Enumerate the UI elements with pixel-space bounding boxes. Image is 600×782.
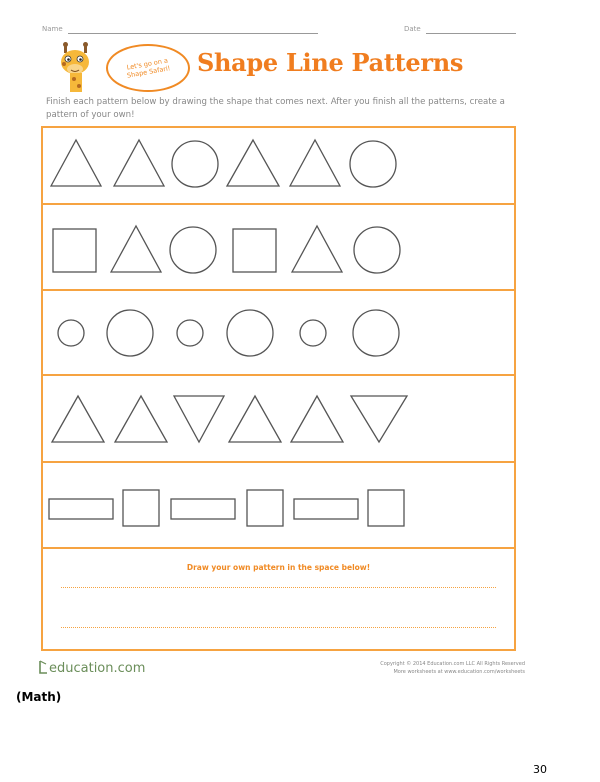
triangle-shape (51, 140, 101, 186)
small-circle-shape (300, 320, 326, 346)
triangle-shape (114, 140, 164, 186)
square-shape (247, 490, 283, 526)
copyright-line-1: Copyright © 2014 Education.com LLC All Rights Reserved (380, 661, 525, 667)
pattern-row-2[interactable] (41, 203, 516, 291)
square-shape (233, 229, 276, 272)
giraffe-icon (58, 42, 110, 92)
instructions: Finish each pattern below by drawing the shape that comes next. After you finish all the patterns, create a pattern of your own! (46, 97, 505, 120)
dotted-writing-line (61, 627, 496, 628)
circle-shape (172, 141, 218, 187)
square-shape (123, 490, 159, 526)
triangle-shape (52, 396, 104, 442)
bubble-text: Let's go on a Shape Safari! (126, 56, 171, 80)
triangle-shape (227, 140, 279, 186)
triangle-shape (111, 226, 161, 272)
name-line (68, 33, 318, 34)
own-pattern-prompt: Draw your own pattern in the space below! (186, 563, 371, 572)
square-shape (368, 490, 404, 526)
triangle-shape (229, 396, 281, 442)
pattern-row-4[interactable] (41, 374, 516, 463)
circle-shape (350, 141, 396, 187)
education-logo (38, 660, 145, 676)
pattern-row-3[interactable] (41, 289, 516, 376)
date-field[interactable] (404, 25, 421, 33)
rectangle-shape (294, 499, 358, 519)
large-circle-shape (227, 310, 273, 356)
triangle-shape (292, 226, 342, 272)
small-circle-shape (58, 320, 84, 346)
subject-label: (Math) (16, 690, 62, 704)
triangle-shape (115, 396, 167, 442)
dotted-writing-line (61, 587, 496, 588)
rectangle-shape (49, 499, 113, 519)
circle-shape (170, 227, 216, 273)
triangle-shape (290, 140, 340, 186)
triangle-shape (291, 396, 343, 442)
small-circle-shape (177, 320, 203, 346)
inverted-triangle-shape (351, 396, 407, 442)
logo-text: education.com (49, 661, 146, 676)
speech-bubble (106, 44, 190, 92)
pattern-row-1[interactable] (41, 126, 516, 205)
date-line (426, 33, 516, 34)
large-circle-shape (107, 310, 153, 356)
square-shape (53, 229, 96, 272)
rectangle-shape (171, 499, 235, 519)
page-number: 30 (533, 763, 547, 776)
own-pattern-area[interactable] (41, 547, 516, 651)
page-title: Shape Line Patterns (197, 48, 464, 77)
copyright-line-2: More worksheets at www.education.com/worksheets (393, 669, 525, 675)
education-logo-icon (38, 660, 48, 674)
large-circle-shape (353, 310, 399, 356)
pattern-row-5[interactable] (41, 461, 516, 549)
copyright (380, 660, 525, 676)
name-label: Name (42, 25, 63, 33)
circle-shape (354, 227, 400, 273)
date-label: Date (404, 25, 421, 33)
name-field[interactable] (42, 25, 63, 33)
inverted-triangle-shape (174, 396, 224, 442)
